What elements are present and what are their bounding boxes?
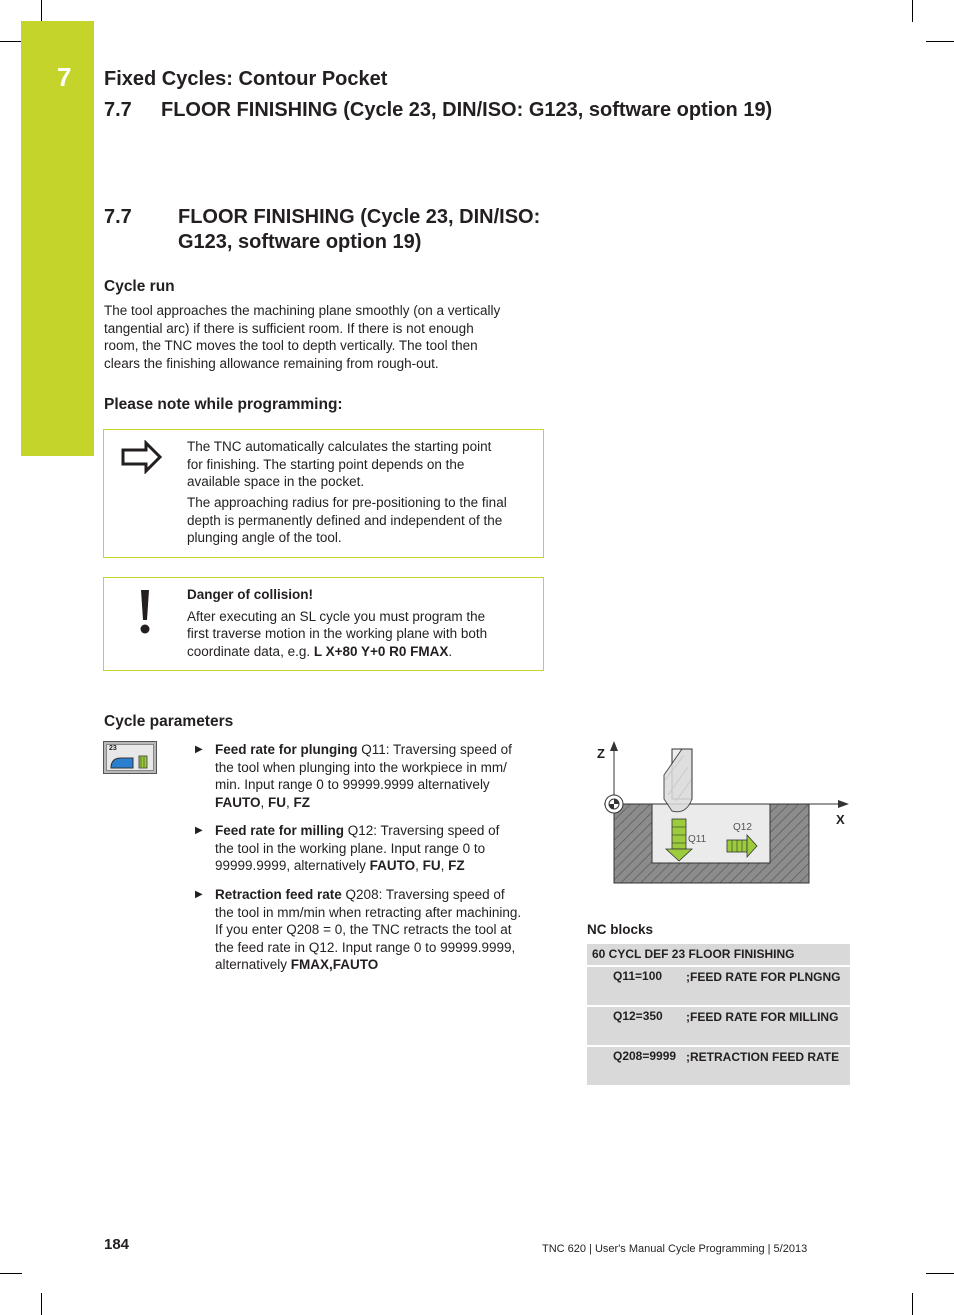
table-row — [587, 1007, 850, 1045]
exclamation-icon — [134, 588, 156, 636]
crop-mark — [912, 0, 913, 22]
crop-mark — [41, 1293, 42, 1315]
nc-param: Q208=9999 — [613, 1049, 677, 1063]
z-axis-arrow — [610, 741, 618, 751]
page-number: 184 — [104, 1236, 130, 1253]
nc-comment: ;FEED RATE FOR MILLING — [686, 1010, 839, 1024]
table-header-row — [587, 944, 850, 965]
cycle-parameters-heading: Cycle parameters — [104, 713, 234, 730]
text-line: first traverse motion in the working plane with both — [187, 626, 488, 642]
x-axis-arrow — [838, 800, 849, 808]
option: FAUTO — [215, 794, 261, 810]
cycle-23-softkey-icon — [103, 741, 157, 774]
chapter-title: Fixed Cycles: Contour Pocket — [104, 68, 388, 90]
text-line: for finishing. The starting point depends on the — [187, 456, 465, 472]
text-line: the tool in mm/min when retracting after machining. — [215, 904, 522, 920]
separator: , — [415, 858, 423, 874]
param-name: Feed rate for milling — [215, 823, 345, 838]
running-section-number: 7.7 — [104, 99, 132, 121]
text-fragment: coordinate data, e.g. — [187, 643, 314, 659]
option: FU — [268, 794, 287, 810]
text-line: the tool in the working plane. Input range 0 to — [215, 840, 486, 856]
running-section-text: FLOOR FINISHING (Cycle 23, DIN/ISO: G123, software option 19) — [161, 99, 773, 121]
text-line: available space in the pocket. — [187, 474, 365, 490]
document-info: TNC 620 | User's Manual Cycle Programming | 5/2013 — [542, 1243, 808, 1255]
nc-param: Q12=350 — [613, 1009, 663, 1023]
text-line: clears the finishing allowance remaining from rough-out. — [104, 355, 439, 371]
floor-finishing-figure — [590, 735, 855, 895]
nc-comment: ;RETRACTION FEED RATE — [686, 1050, 840, 1064]
text-line: min. Input range 0 to 99999.9999 alternatively — [215, 777, 490, 793]
nc-blocks-heading: NC blocks — [587, 922, 654, 937]
danger-text — [187, 586, 537, 660]
table-row — [587, 1047, 850, 1085]
crop-mark — [0, 1273, 22, 1274]
text-line: If you enter Q208 = 0, the TNC retracts the tool at — [215, 922, 512, 938]
text-fragment: 99999.9999, alternatively — [215, 858, 370, 874]
pocket-floor-icon — [109, 754, 151, 770]
param-text — [215, 886, 560, 974]
section-number: 7.7 — [104, 206, 132, 228]
code-example: L X+80 Y+0 R0 FMAX — [313, 643, 449, 659]
text-line — [215, 956, 560, 974]
cycle-run-text — [104, 302, 554, 372]
param-name: Retraction feed rate — [215, 887, 342, 902]
programming-heading: Please note while programming: — [104, 396, 343, 413]
softkey-label: 23 — [109, 745, 117, 752]
table-row — [587, 967, 850, 1005]
tool — [664, 749, 692, 812]
param-name: Feed rate for plunging — [215, 742, 358, 757]
q11-label: Q11 — [688, 834, 707, 845]
axis-z-label: Z — [597, 746, 605, 761]
text-line: The TNC automatically calculates the starting point — [187, 439, 492, 454]
option: FAUTO — [369, 858, 416, 874]
note-text-1 — [187, 438, 537, 491]
pocket — [652, 804, 770, 863]
separator: , — [286, 794, 294, 810]
separator: , — [260, 794, 269, 810]
arrow-right-icon — [120, 440, 164, 474]
nc-header: 60 CYCL DEF 23 FLOOR FINISHING — [592, 947, 795, 961]
text-fragment: . — [448, 643, 453, 659]
note-box — [103, 429, 544, 558]
text-line: room, the TNC moves the tool to depth vertically. The tool then — [104, 338, 478, 354]
q12-label: Q12 — [733, 822, 752, 833]
danger-box — [103, 577, 544, 671]
option: FZ — [293, 794, 311, 810]
text-line — [215, 822, 560, 840]
text-line: the feed rate in Q12. Input range 0 to 99999.9999, — [215, 939, 516, 955]
text-fragment: alternatively — [215, 957, 291, 973]
cycle-run-heading: Cycle run — [104, 278, 175, 295]
text-fragment: Q12: Traversing speed of — [344, 823, 500, 838]
text-fragment: Q11: Traversing speed of — [357, 742, 512, 757]
bullet-triangle-icon: ▶ — [195, 744, 203, 755]
text-line: plunging angle of the tool. — [187, 530, 342, 546]
separator: , — [440, 858, 449, 874]
section-title: FLOOR FINISHING (Cycle 23, DIN/ISO: G123, software option 19) — [178, 206, 541, 253]
option: FMAX,FAUTO — [290, 957, 379, 973]
text-line: depth is permanently defined and independent of the — [187, 512, 503, 528]
danger-title: Danger of collision! — [187, 587, 314, 602]
text-line: The tool approaches the machining plane smoothly (on a vertically — [104, 303, 501, 318]
bullet-triangle-icon: ▶ — [195, 889, 203, 900]
text-line: The approaching radius for pre-positioning to the final — [187, 495, 507, 510]
axis-x-label: X — [836, 812, 845, 827]
figure-svg — [590, 735, 855, 895]
text-line: the tool when plunging into the workpiece in mm/ — [215, 759, 507, 775]
text-line: After executing an SL cycle you must program the — [187, 608, 486, 624]
nc-comment: ;FEED RATE FOR PLNGNG — [686, 970, 841, 984]
text-fragment: Q208: Traversing speed of — [341, 887, 505, 902]
crop-mark — [926, 41, 954, 42]
bullet-triangle-icon: ▶ — [195, 825, 203, 836]
running-section-title — [104, 99, 772, 122]
option: FU — [422, 858, 441, 874]
text-line: tangential arc) if there is sufficient room. If there is not enough — [104, 320, 474, 336]
text-line — [215, 741, 560, 759]
note-text-2 — [187, 494, 537, 547]
param-text — [215, 741, 560, 811]
text-line — [215, 886, 560, 904]
param-text — [215, 822, 560, 875]
option: FZ — [448, 858, 465, 874]
chapter-number: 7 — [57, 62, 72, 92]
crop-mark — [926, 1273, 954, 1274]
nc-param: Q11=100 — [613, 969, 663, 983]
text-line — [215, 794, 560, 812]
crop-mark — [0, 41, 22, 42]
text-line — [215, 857, 560, 875]
text-line — [187, 643, 537, 661]
crop-mark — [912, 1293, 913, 1315]
crop-mark — [41, 0, 42, 22]
